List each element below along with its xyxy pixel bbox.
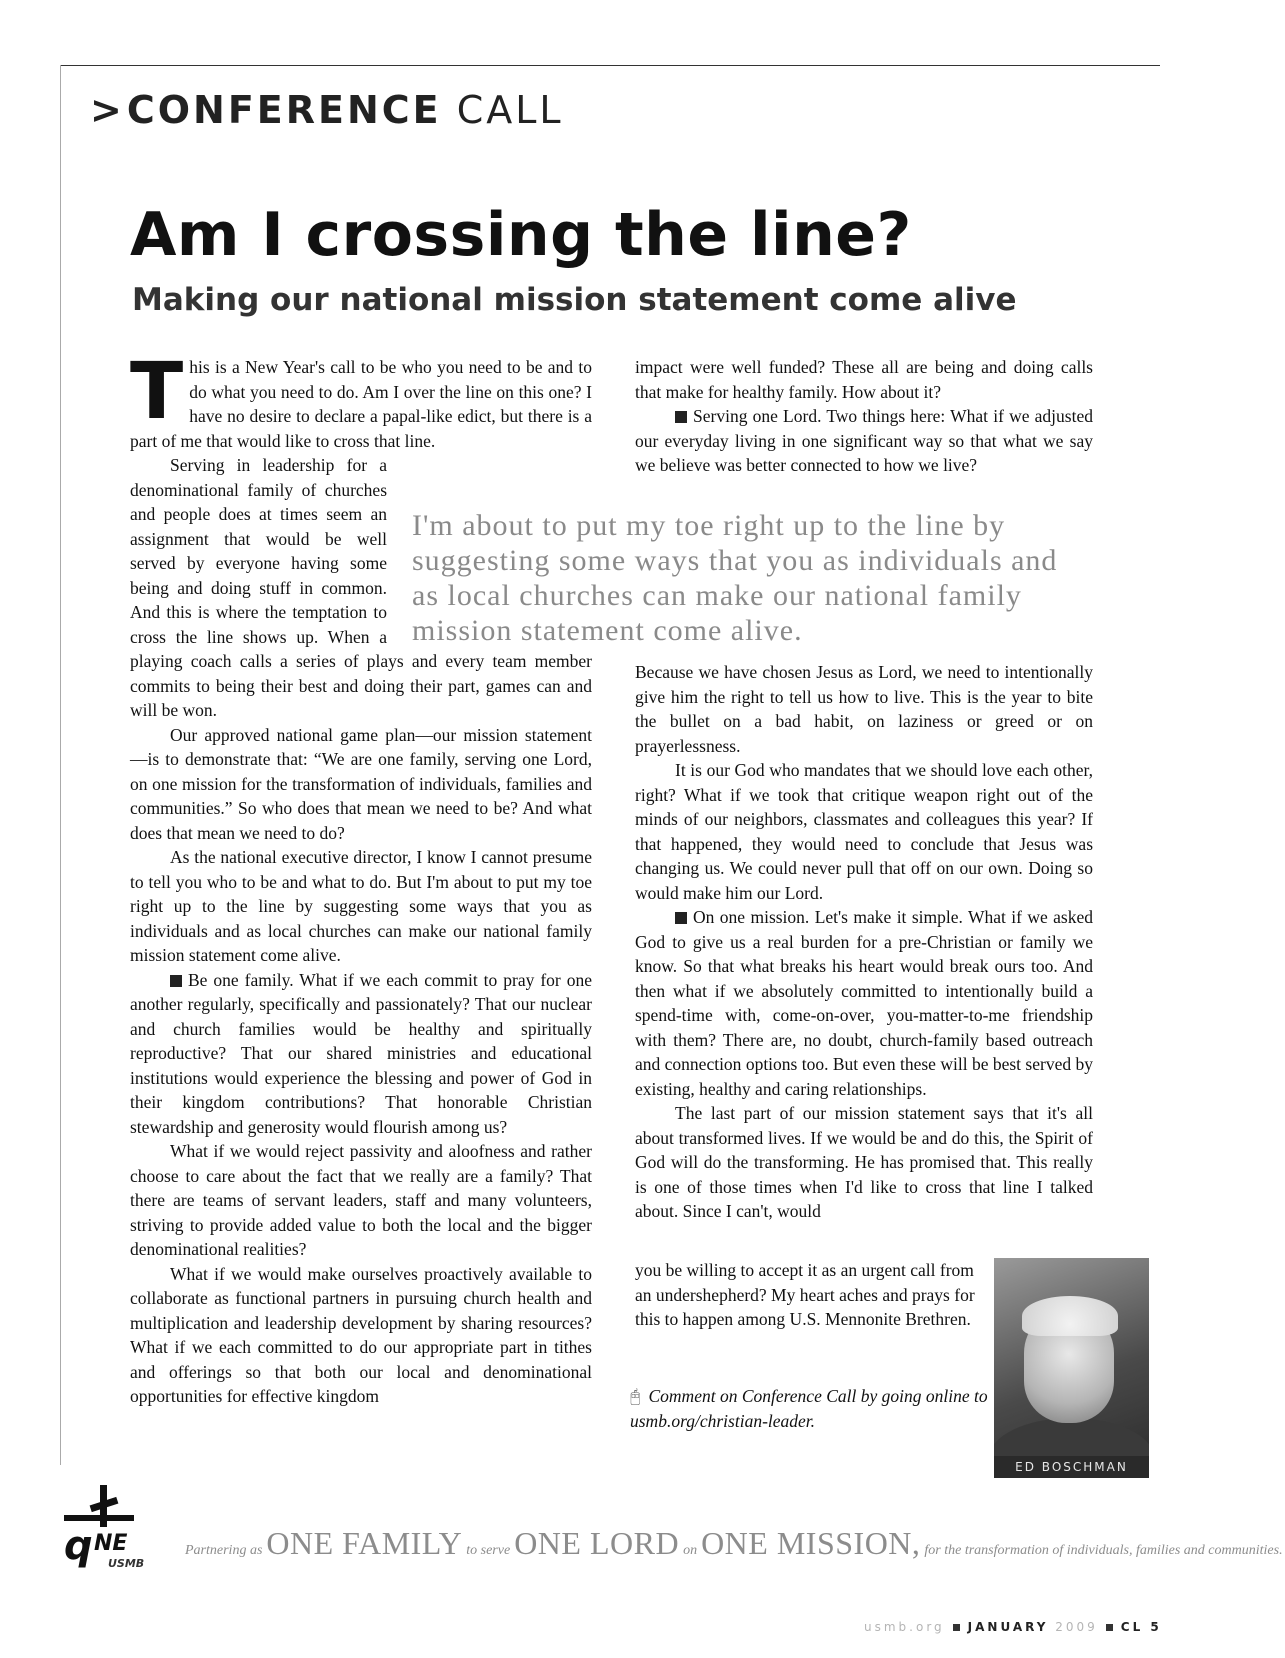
mission-tagline: Partnering as ONE FAMILY to serve ONE LORD on ONE MISSION, for the transformation of individuals, families and communities. bbox=[185, 1525, 1283, 1561]
author-photo bbox=[994, 1258, 1149, 1478]
right-paragraph-3: Because we have chosen Jesus as Lord, we need to intentionally give him the right to tell us how to live. This is the year to bite the bullet on a bad habit, on laziness or greed or on prayerlessness. bbox=[635, 662, 1093, 756]
drop-cap: T bbox=[130, 347, 184, 437]
bullet-square-icon bbox=[675, 411, 687, 423]
section-marker: > bbox=[90, 88, 125, 132]
section-title-bold: CONFERENCE bbox=[126, 88, 442, 132]
paragraph-4: As the national executive director, I know I cannot presume to tell you who to be and what to do. But I'm about to put my toe right up to the line by suggesting some ways that you as individuals and as local churches can make our national family mission statement come alive. bbox=[130, 847, 592, 965]
paragraph-5 bbox=[130, 968, 592, 1140]
folio-page: CL 5 bbox=[1120, 1620, 1162, 1634]
logo-q: q bbox=[64, 1523, 93, 1569]
logo-word: NE bbox=[94, 1531, 128, 1556]
comment-link-text[interactable]: Comment on Conference Call by going online to usmb.org/christian-leader. bbox=[630, 1386, 988, 1431]
pull-quote: I'm about to put my toe right up to the line by suggesting some ways that you as individuals and as local churches can make our national family mission statement come alive. bbox=[412, 509, 1058, 647]
bullet-square-icon bbox=[675, 912, 687, 924]
right-paragraph-1: impact were well funded? These all are being and doing calls that make for healthy family. How about it? bbox=[635, 357, 1093, 402]
folio-month: JANUARY bbox=[967, 1620, 1049, 1634]
left-column-top bbox=[130, 347, 592, 453]
folio-year: 2009 bbox=[1055, 1620, 1098, 1634]
right-paragraph-5 bbox=[635, 905, 1093, 1101]
section-heading bbox=[90, 88, 564, 132]
right-paragraph-5-text: On one mission. Let's make it simple. What if we asked God to give us a real burden for a pre-Christian or family we know. So that what breaks his heart would break ours too. And then what if we absolutely committed to intentionally build a spend-time with, come-on-over, you-matter-to-me friendship with them? There are, no doubt, church-family based outreach and connection options too. But even these will be best served by existing, healthy and caring relationships. bbox=[635, 907, 1093, 1099]
right-paragraph-4: It is our God who mandates that we should love each other, right? What if we took that critique weapon right out of the minds of our neighbors, classmates and colleagues this year? If that happened, they would need to conclude that Jesus was changing us. We could never pull that off on our own. Doing so would make him our Lord. bbox=[635, 760, 1093, 903]
right-paragraph-2-text: Serving one Lord. Two things here: What if we adjusted our everyday living in one significant way so that what we say we believe was better connected to how we live? bbox=[635, 406, 1093, 475]
paragraph-2-text: Serving in leadership for a denominational family of churches and people does at times seem an assignment that would be well served by everyone having some being and doing stuff in common. And this is where the temptation to cross the line shows up. When a playing coach calls a series of plays and every team member commits to being their best and doing their part, games can and will be won. bbox=[130, 455, 592, 720]
logo-sub: USMB bbox=[108, 1557, 145, 1570]
right-column-end bbox=[635, 1258, 980, 1332]
right-paragraph-6: The last part of our mission statement says that it's all about transformed lives. If we would be and do this, the Spirit of God will do the transforming. He has promised that. This really is one of those times when I'd like to cross that line I talked about. Since I can't, would bbox=[635, 1103, 1093, 1221]
article-title: Am I crossing the line? bbox=[130, 200, 912, 270]
left-rule bbox=[60, 65, 61, 1465]
comment-note bbox=[630, 1384, 990, 1433]
paragraph-3: Our approved national game plan—our mission statement—is to demonstrate that: “We are one family, serving one Lord, on one mission for the transformation of individuals, families and communities.” So who does that mean we need to be? And what does that mean we need to do? bbox=[130, 724, 592, 843]
right-paragraph-6-end: you be willing to accept it as an urgent call from an undershepherd? My heart aches and prays for this to happen among U.S. Mennonite Brethren. bbox=[635, 1260, 975, 1329]
mouse-icon: 🖰 bbox=[630, 1386, 641, 1406]
paragraph-6: What if we would reject passivity and aloofness and rather choose to care about the fact that we really are a family? That there are teams of servant leaders, staff and many volunteers, striving to provide added value to both the local and the bigger denominational realities? bbox=[130, 1141, 592, 1259]
section-title-light: CALL bbox=[456, 88, 564, 132]
paragraph-5-text: Be one family. What if we each commit to pray for one another regularly, specifically and passionately? That our nuclear and church families would be healthy and spiritually reproductive? That our shared ministries and educational institutions would experience the blessing and power of God in their kingdom contributions? That honorable Christian stewardship and generosity would flourish among us? bbox=[130, 969, 592, 1137]
top-rule bbox=[60, 65, 1160, 66]
right-column-top bbox=[635, 355, 1093, 478]
paragraph-7: What if we would make ourselves proactively available to collaborate as functional partners in pursuing church health and multiplication and leadership development by sharing resources? What if we each committed to do our appropriate part in tithes and offerings so that both our local and denominational opportunities for effective kingdom bbox=[130, 1263, 592, 1406]
folio-site: usmb.org bbox=[864, 1620, 945, 1634]
photo-caption: ED BOSCHMAN bbox=[994, 1456, 1149, 1478]
article-subtitle: Making our national mission statement come alive bbox=[132, 282, 1017, 318]
page-folio bbox=[864, 1620, 1162, 1634]
right-paragraph-2 bbox=[635, 404, 1093, 478]
right-column-main bbox=[635, 660, 1093, 1224]
paragraph-1: his is a New Year's call to be who you need to be and to do what you need to do. Am I over the line on this one? I have no desire to declare a papal-like edict, but there is a part of me that would like to cross that line. bbox=[130, 357, 592, 451]
usmb-logo bbox=[60, 1485, 155, 1570]
bullet-square-icon bbox=[170, 975, 182, 987]
